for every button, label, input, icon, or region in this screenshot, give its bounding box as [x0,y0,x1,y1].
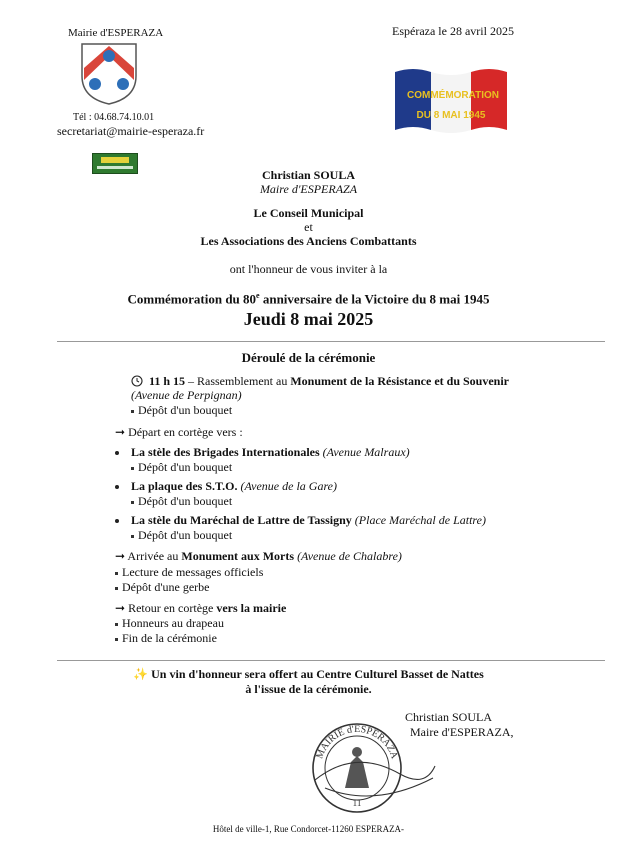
return-item-2: Fin de la cérémonie [115,631,217,646]
stop-2-bouquet: Dépôt d'un bouquet [131,494,232,509]
svg-text:MAIRIE d'ESPERAZA: MAIRIE d'ESPERAZA [314,723,400,761]
arrive-line: ➞ Arrivée au Monument aux Morts (Avenue de Chalabre) [115,549,402,563]
footer-address: Hôtel de ville-1, Rue Condorcet-11260 ESPERAZA- [212,824,405,834]
gather-bouquet: Dépôt d'un bouquet [131,403,232,418]
flag-logo [393,66,509,136]
email[interactable]: secretariat@mairie-esperaza.fr [57,124,205,138]
and-word: et [304,220,313,234]
arrive-item-1: Lecture de messages officiels [115,565,263,580]
flag-text-2: DU 8 MAI 1945 [416,110,486,121]
event-title: Commémoration du 80e anniversaire de la Victoire du 8 mai 1945 [127,291,490,307]
official-stamp [305,718,440,818]
arrow-right-icon: ➞ [115,425,126,439]
stop-3-bouquet: Dépôt d'un bouquet [131,528,232,543]
arrive-item-2: Dépôt d'une gerbe [115,580,209,595]
return-line: ➞ Retour en cortège vers la mairie [115,601,287,615]
clock-icon [131,375,143,387]
coat-of-arms-logo [80,42,138,106]
associations: Les Associations des Anciens Combattants [200,234,417,248]
divider-bottom [57,660,605,661]
vin-line-2: à l'issue de la cérémonie. [245,682,372,696]
mayor-name: Christian SOULA [261,168,356,182]
stop-3: La stèle du Maréchal de Lattre de Tassigny (Place Maréchal de Lattre) [115,513,486,528]
stop-1-bouquet: Dépôt d'un bouquet [131,460,232,475]
depart-line: ➞ Départ en cortège vers : [115,425,243,439]
svg-text:11: 11 [352,798,362,808]
divider-top [57,341,605,342]
tel: Tél : 04.68.74.10.01 [73,112,155,123]
invite-line: ont l'honneur de vous inviter à la [229,262,388,276]
arrow-right-icon: ➞ [115,601,126,615]
return-item-1: Honneurs au drapeau [115,616,224,631]
event-date: Jeudi 8 mai 2025 [243,309,374,329]
council: Le Conseil Municipal [253,206,364,220]
stop-2: La plaque des S.T.O. (Avenue de la Gare) [115,479,337,494]
mayor-title: Maire d'ESPERAZA [259,182,358,196]
vin-line-1: ✨ Un vin d'honneur sera offert au Centre Culturel Basset de Nattes [133,667,484,681]
date-line: Espéraza le 28 avril 2025 [392,24,514,38]
sign-name: Christian SOULA [405,710,492,724]
program-heading: Déroulé de la cérémonie [241,350,376,365]
mairie-label: Mairie d'ESPERAZA [68,27,164,39]
party-popper-icon: ✨ [133,667,149,681]
gather-address: (Avenue de Perpignan) [131,388,242,402]
gather-line: 11 h 15 – Rassemblement au Monument de la Résistance et du Souvenir [131,374,509,389]
flag-text-1: COMMÉMORATION [406,90,500,101]
arrow-right-icon: ➞ [115,549,126,563]
sign-title: Maire d'ESPERAZA, [410,725,514,739]
stop-1: La stèle des Brigades Internationales (Avenue Malraux) [115,445,410,460]
